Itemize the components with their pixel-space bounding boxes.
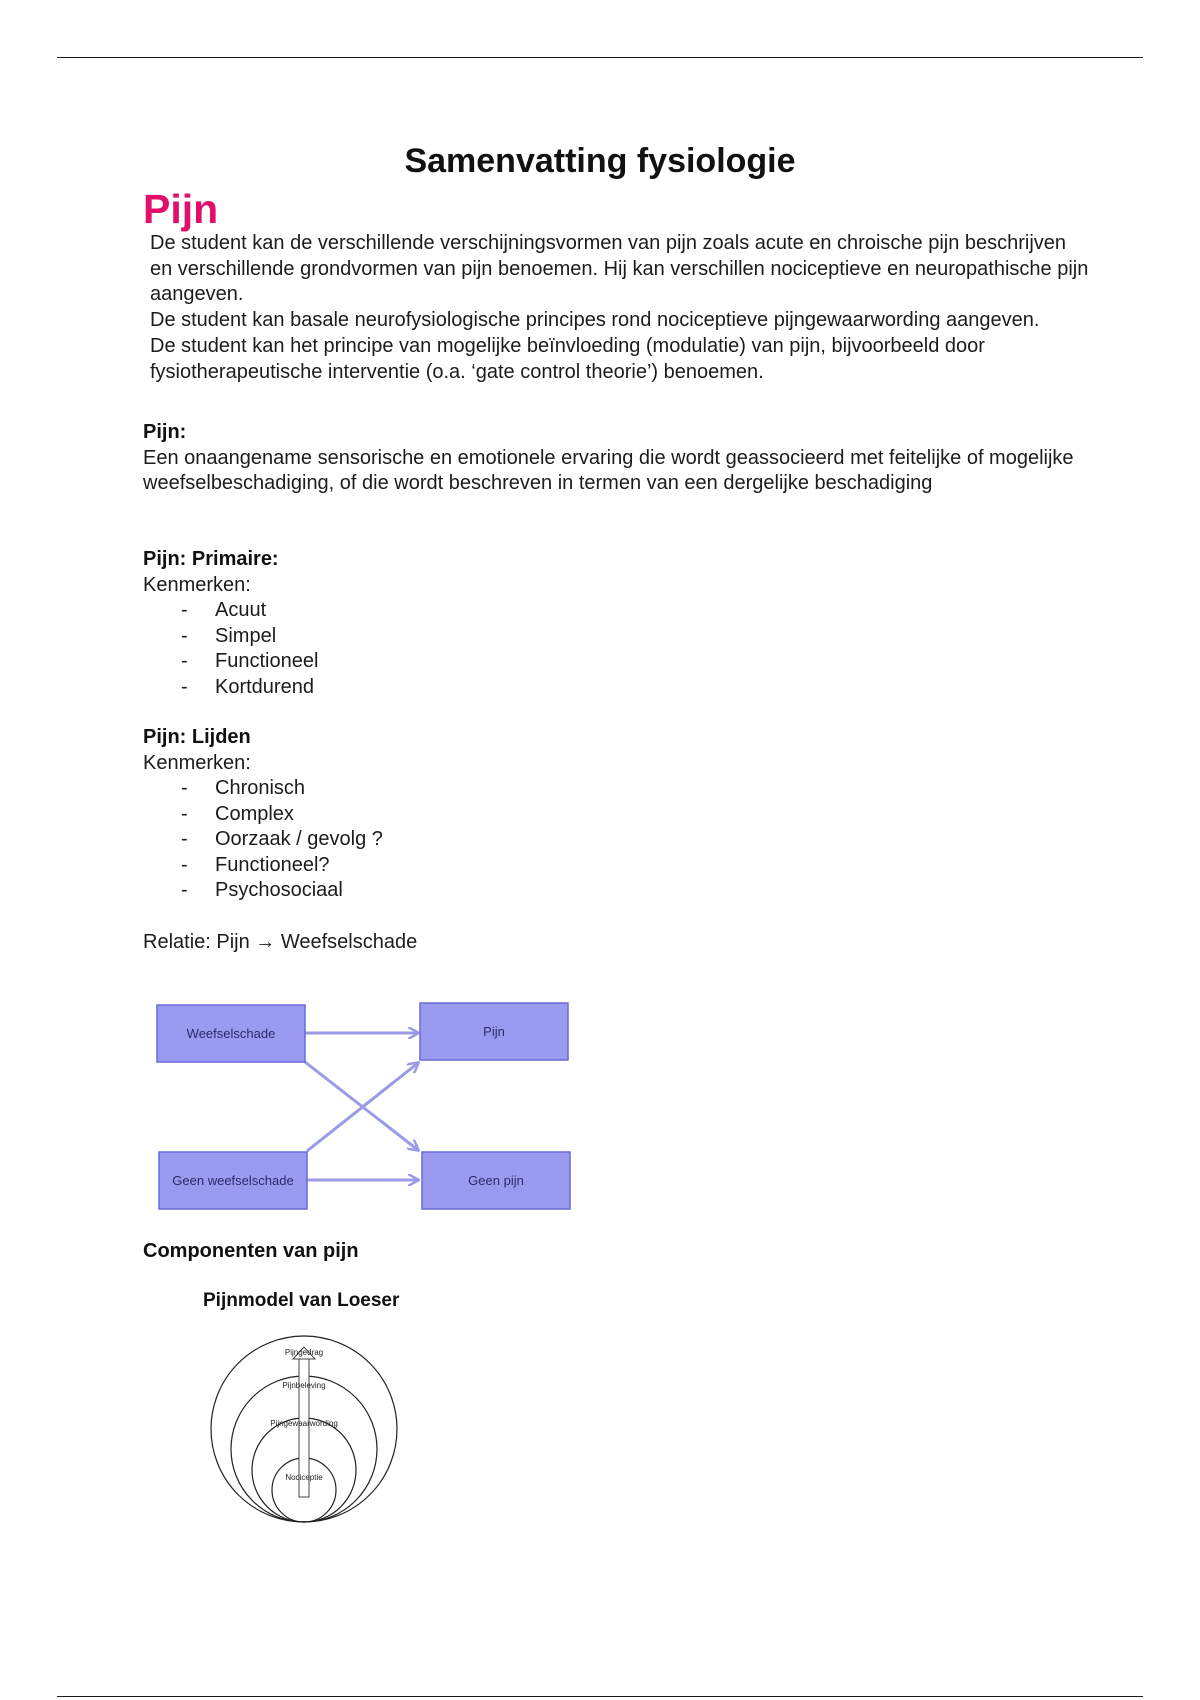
relation-line bbox=[143, 930, 417, 956]
box-label: Geen weefselschade bbox=[172, 1173, 294, 1188]
layer-label: Pijnbeleving bbox=[282, 1381, 326, 1390]
box-no-tissue-damage bbox=[159, 1152, 307, 1209]
definition-text: Een onaangename sensorische en emotionele ervaring die wordt geassocieerd met feitelijke of mogelijke weefselbeschadiging, of die wordt beschreven in termen van een dergelijke beschadiging bbox=[143, 446, 1074, 494]
primary-heading: Pijn: Primaire: bbox=[143, 548, 279, 570]
primary-label: Kenmerken: bbox=[143, 573, 251, 596]
list-item-text: Functioneel? bbox=[215, 853, 330, 876]
list-item-text: Oorzaak / gevolg ? bbox=[215, 828, 383, 850]
list-item: - Acuut bbox=[181, 599, 267, 621]
box-pain bbox=[420, 1003, 568, 1060]
section-heading: Pijn bbox=[143, 186, 219, 232]
list-item: - Simpel bbox=[181, 624, 277, 647]
layer-label: Pijngewaarwording bbox=[270, 1419, 338, 1428]
list-item: - Functioneel? bbox=[181, 853, 330, 876]
box-label: Pijn bbox=[483, 1024, 505, 1039]
layer-label: Pijngedrag bbox=[284, 1348, 324, 1357]
layer-label: Nociceptie bbox=[285, 1473, 323, 1482]
objective-paragraph: De student kan het principe van mogelijke beïnvloeding (modulatie) van pijn, bijvoorbeeld door fysiotherapeutische interventie (o.a. ‘gate control theorie’) benoemen. bbox=[150, 334, 985, 383]
list-item-text: Simpel bbox=[215, 624, 277, 647]
top-rule bbox=[57, 57, 1143, 58]
list-item: - Complex bbox=[181, 802, 294, 825]
suffering-list bbox=[143, 776, 383, 904]
list-item-text: Psychosociaal bbox=[215, 879, 343, 901]
list-item-text: Acuut bbox=[215, 599, 267, 621]
box-label: Geen pijn bbox=[468, 1173, 524, 1188]
bottom-rule bbox=[57, 1696, 1143, 1697]
list-item-text: Kortdurend bbox=[215, 675, 314, 698]
definition-heading: Pijn: bbox=[143, 421, 187, 443]
suffering-pain-section bbox=[143, 725, 383, 904]
suffering-label: Kenmerken: bbox=[143, 751, 251, 774]
pain-definition bbox=[143, 420, 1083, 497]
list-item-text: Complex bbox=[215, 802, 294, 825]
objective-paragraph: De student kan basale neurofysiologische principes rond nociceptieve pijngewaarwording aangeven. bbox=[150, 309, 1040, 332]
relation-diagram bbox=[150, 990, 580, 1218]
document-title: Samenvatting fysiologie bbox=[404, 142, 796, 180]
list-item: - Oorzaak / gevolg ? bbox=[181, 828, 383, 850]
loeser-model-title: Pijnmodel van Loeser bbox=[203, 1290, 400, 1311]
list-item: - Chronisch bbox=[181, 777, 306, 799]
objective-paragraph: De student kan de verschillende verschijningsvormen van pijn zoals acute en chroische pijn beschrijven en verschillende grondvormen van pijn benoemen. Hij kan verschillen nociceptieve en neuropathische pijn aangeven. bbox=[150, 232, 1089, 306]
list-item: - Kortdurend bbox=[181, 675, 314, 698]
relation-text: Relatie: Pijn → Weefselschade bbox=[143, 931, 418, 953]
primary-list bbox=[143, 598, 318, 700]
box-no-pain bbox=[422, 1152, 570, 1209]
primary-pain-section bbox=[143, 547, 318, 700]
suffering-heading: Pijn: Lijden bbox=[143, 726, 251, 748]
box-tissue-damage bbox=[157, 1005, 305, 1062]
list-item-text: Chronisch bbox=[215, 777, 306, 799]
list-item: - Functioneel bbox=[181, 650, 319, 672]
components-heading: Componenten van pijn bbox=[143, 1240, 359, 1262]
loeser-model-diagram bbox=[200, 1325, 410, 1525]
list-item-text: Functioneel bbox=[215, 650, 319, 672]
learning-objectives bbox=[150, 231, 1090, 385]
list-item: - Psychosociaal bbox=[181, 879, 343, 901]
box-label: Weefselschade bbox=[186, 1026, 276, 1041]
